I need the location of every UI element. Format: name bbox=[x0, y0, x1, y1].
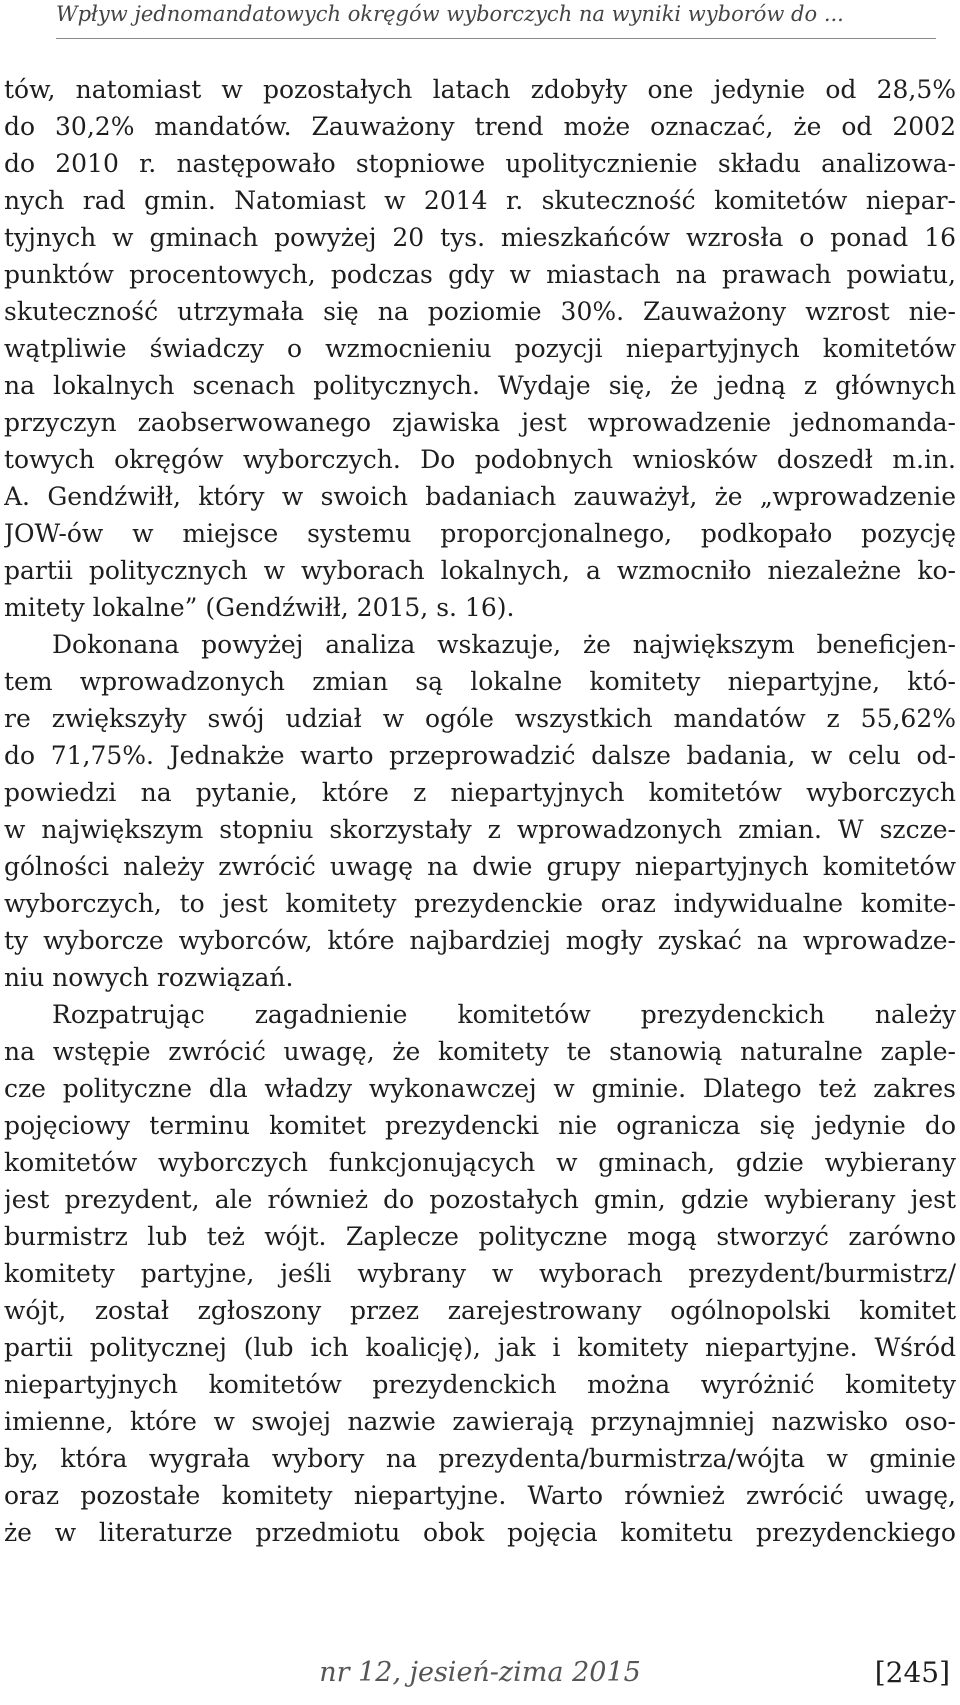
body-line: komitetów wyborczych funkcjonujących w gminach, gdzie wybierany bbox=[4, 1148, 956, 1177]
body-line: skuteczność utrzymała się na poziomie 30%. Zauważony wzrost nie- bbox=[4, 297, 956, 326]
body-text bbox=[4, 71, 956, 1551]
body-line: na lokalnych scenach politycznych. Wydaje się, że jedną z głównych bbox=[4, 371, 956, 400]
page-number: [245] bbox=[874, 1656, 950, 1689]
body-line: tem wprowadzonych zmian są lokalne komitety niepartyjne, któ- bbox=[4, 667, 956, 696]
body-line: pojęciowy terminu komitet prezydencki nie ogranicza się jedynie do bbox=[4, 1111, 956, 1140]
body-line: powiedzi na pytanie, które z niepartyjnych komitetów wyborczych bbox=[4, 778, 956, 807]
body-line: by, która wygrała wybory na prezydenta/burmistrza/wójta w gminie bbox=[4, 1444, 956, 1473]
body-line: przyczyn zaobserwowanego zjawiska jest wprowadzenie jednomanda- bbox=[4, 408, 956, 437]
body-line: do 30,2% mandatów. Zauważony trend może oznaczać, że od 2002 bbox=[4, 112, 956, 141]
body-line: A. Gendźwiłł, który w swoich badaniach zauważył, że „wprowadzenie bbox=[4, 482, 956, 511]
body-line: JOW-ów w miejsce systemu proporcjonalnego, podkopało pozycję bbox=[4, 519, 956, 548]
body-line: gólności należy zwrócić uwagę na dwie grupy niepartyjnych komitetów bbox=[4, 852, 956, 881]
body-line: towych okręgów wyborczych. Do podobnych wniosków doszedł m.in. bbox=[4, 445, 956, 474]
body-line: punktów procentowych, podczas gdy w miastach na prawach powiatu, bbox=[4, 260, 956, 289]
running-header: Wpływ jednomandatowych okręgów wyborczych na wyniki wyborów do ... bbox=[56, 0, 936, 39]
body-line: niepartyjnych komitetów prezydenckich można wyróżnić komitety bbox=[4, 1370, 956, 1399]
page-footer bbox=[0, 1652, 960, 1694]
body-line: burmistrz lub też wójt. Zaplecze polityczne mogą stworzyć zarówno bbox=[4, 1222, 956, 1251]
body-line: na wstępie zwrócić uwagę, że komitety te stanowią naturalne zaple- bbox=[4, 1037, 956, 1066]
body-line: do 2010 r. następowało stopniowe upolitycznienie składu analizowa- bbox=[4, 149, 956, 178]
body-line: że w literaturze przedmiotu obok pojęcia komitetu prezydenckiego bbox=[4, 1518, 956, 1547]
body-line: niu nowych rozwiązań. bbox=[4, 963, 294, 992]
body-line: wyborczych, to jest komitety prezydenckie oraz indywidualne komite- bbox=[4, 889, 956, 918]
issue-label: nr 12, jesień-zima 2015 bbox=[319, 1657, 641, 1688]
body-line: wójt, został zgłoszony przez zarejestrowany ogólnopolski komitet bbox=[4, 1296, 956, 1325]
body-line: tów, natomiast w pozostałych latach zdobyły one jedynie od 28,5% bbox=[4, 75, 956, 104]
body-line: imienne, które w swojej nazwie zawierają przynajmniej nazwisko oso- bbox=[4, 1407, 956, 1436]
body-line: komitety partyjne, jeśli wybrany w wyborach prezydent/burmistrz/ bbox=[4, 1259, 956, 1288]
body-line: oraz pozostałe komitety niepartyjne. Warto również zwrócić uwagę, bbox=[4, 1481, 956, 1510]
body-line: mitety lokalne” (Gendźwiłł, 2015, s. 16). bbox=[4, 593, 515, 622]
body-line: cze polityczne dla władzy wykonawczej w gminie. Dlatego też zakres bbox=[4, 1074, 956, 1103]
body-line: do 71,75%. Jednakże warto przeprowadzić dalsze badania, w celu od- bbox=[4, 741, 956, 770]
body-line: tyjnych w gminach powyżej 20 tys. mieszkańców wzrosła o ponad 16 bbox=[4, 223, 956, 252]
body-line: jest prezydent, ale również do pozostałych gmin, gdzie wybierany jest bbox=[4, 1185, 956, 1214]
body-line: partii politycznej (lub ich koalicję), jak i komitety niepartyjne. Wśród bbox=[4, 1333, 956, 1362]
body-line: re zwiększyły swój udział w ogóle wszystkich mandatów z 55,62% bbox=[4, 704, 956, 733]
body-line: ty wyborcze wyborców, które najbardziej mogły zyskać na wprowadze- bbox=[4, 926, 956, 955]
body-line: Rozpatrując zagadnienie komitetów prezydenckich należy bbox=[52, 1000, 956, 1029]
body-line: partii politycznych w wyborach lokalnych, a wzmocniło niezależne ko- bbox=[4, 556, 956, 585]
body-line: Dokonana powyżej analiza wskazuje, że największym beneficjen- bbox=[52, 630, 956, 659]
body-line: nych rad gmin. Natomiast w 2014 r. skuteczność komitetów niepar- bbox=[4, 186, 956, 215]
body-line: wątpliwie świadczy o wzmocnieniu pozycji niepartyjnych komitetów bbox=[4, 334, 956, 363]
body-line: w największym stopniu skorzystały z wprowadzonych zmian. W szcze- bbox=[4, 815, 956, 844]
